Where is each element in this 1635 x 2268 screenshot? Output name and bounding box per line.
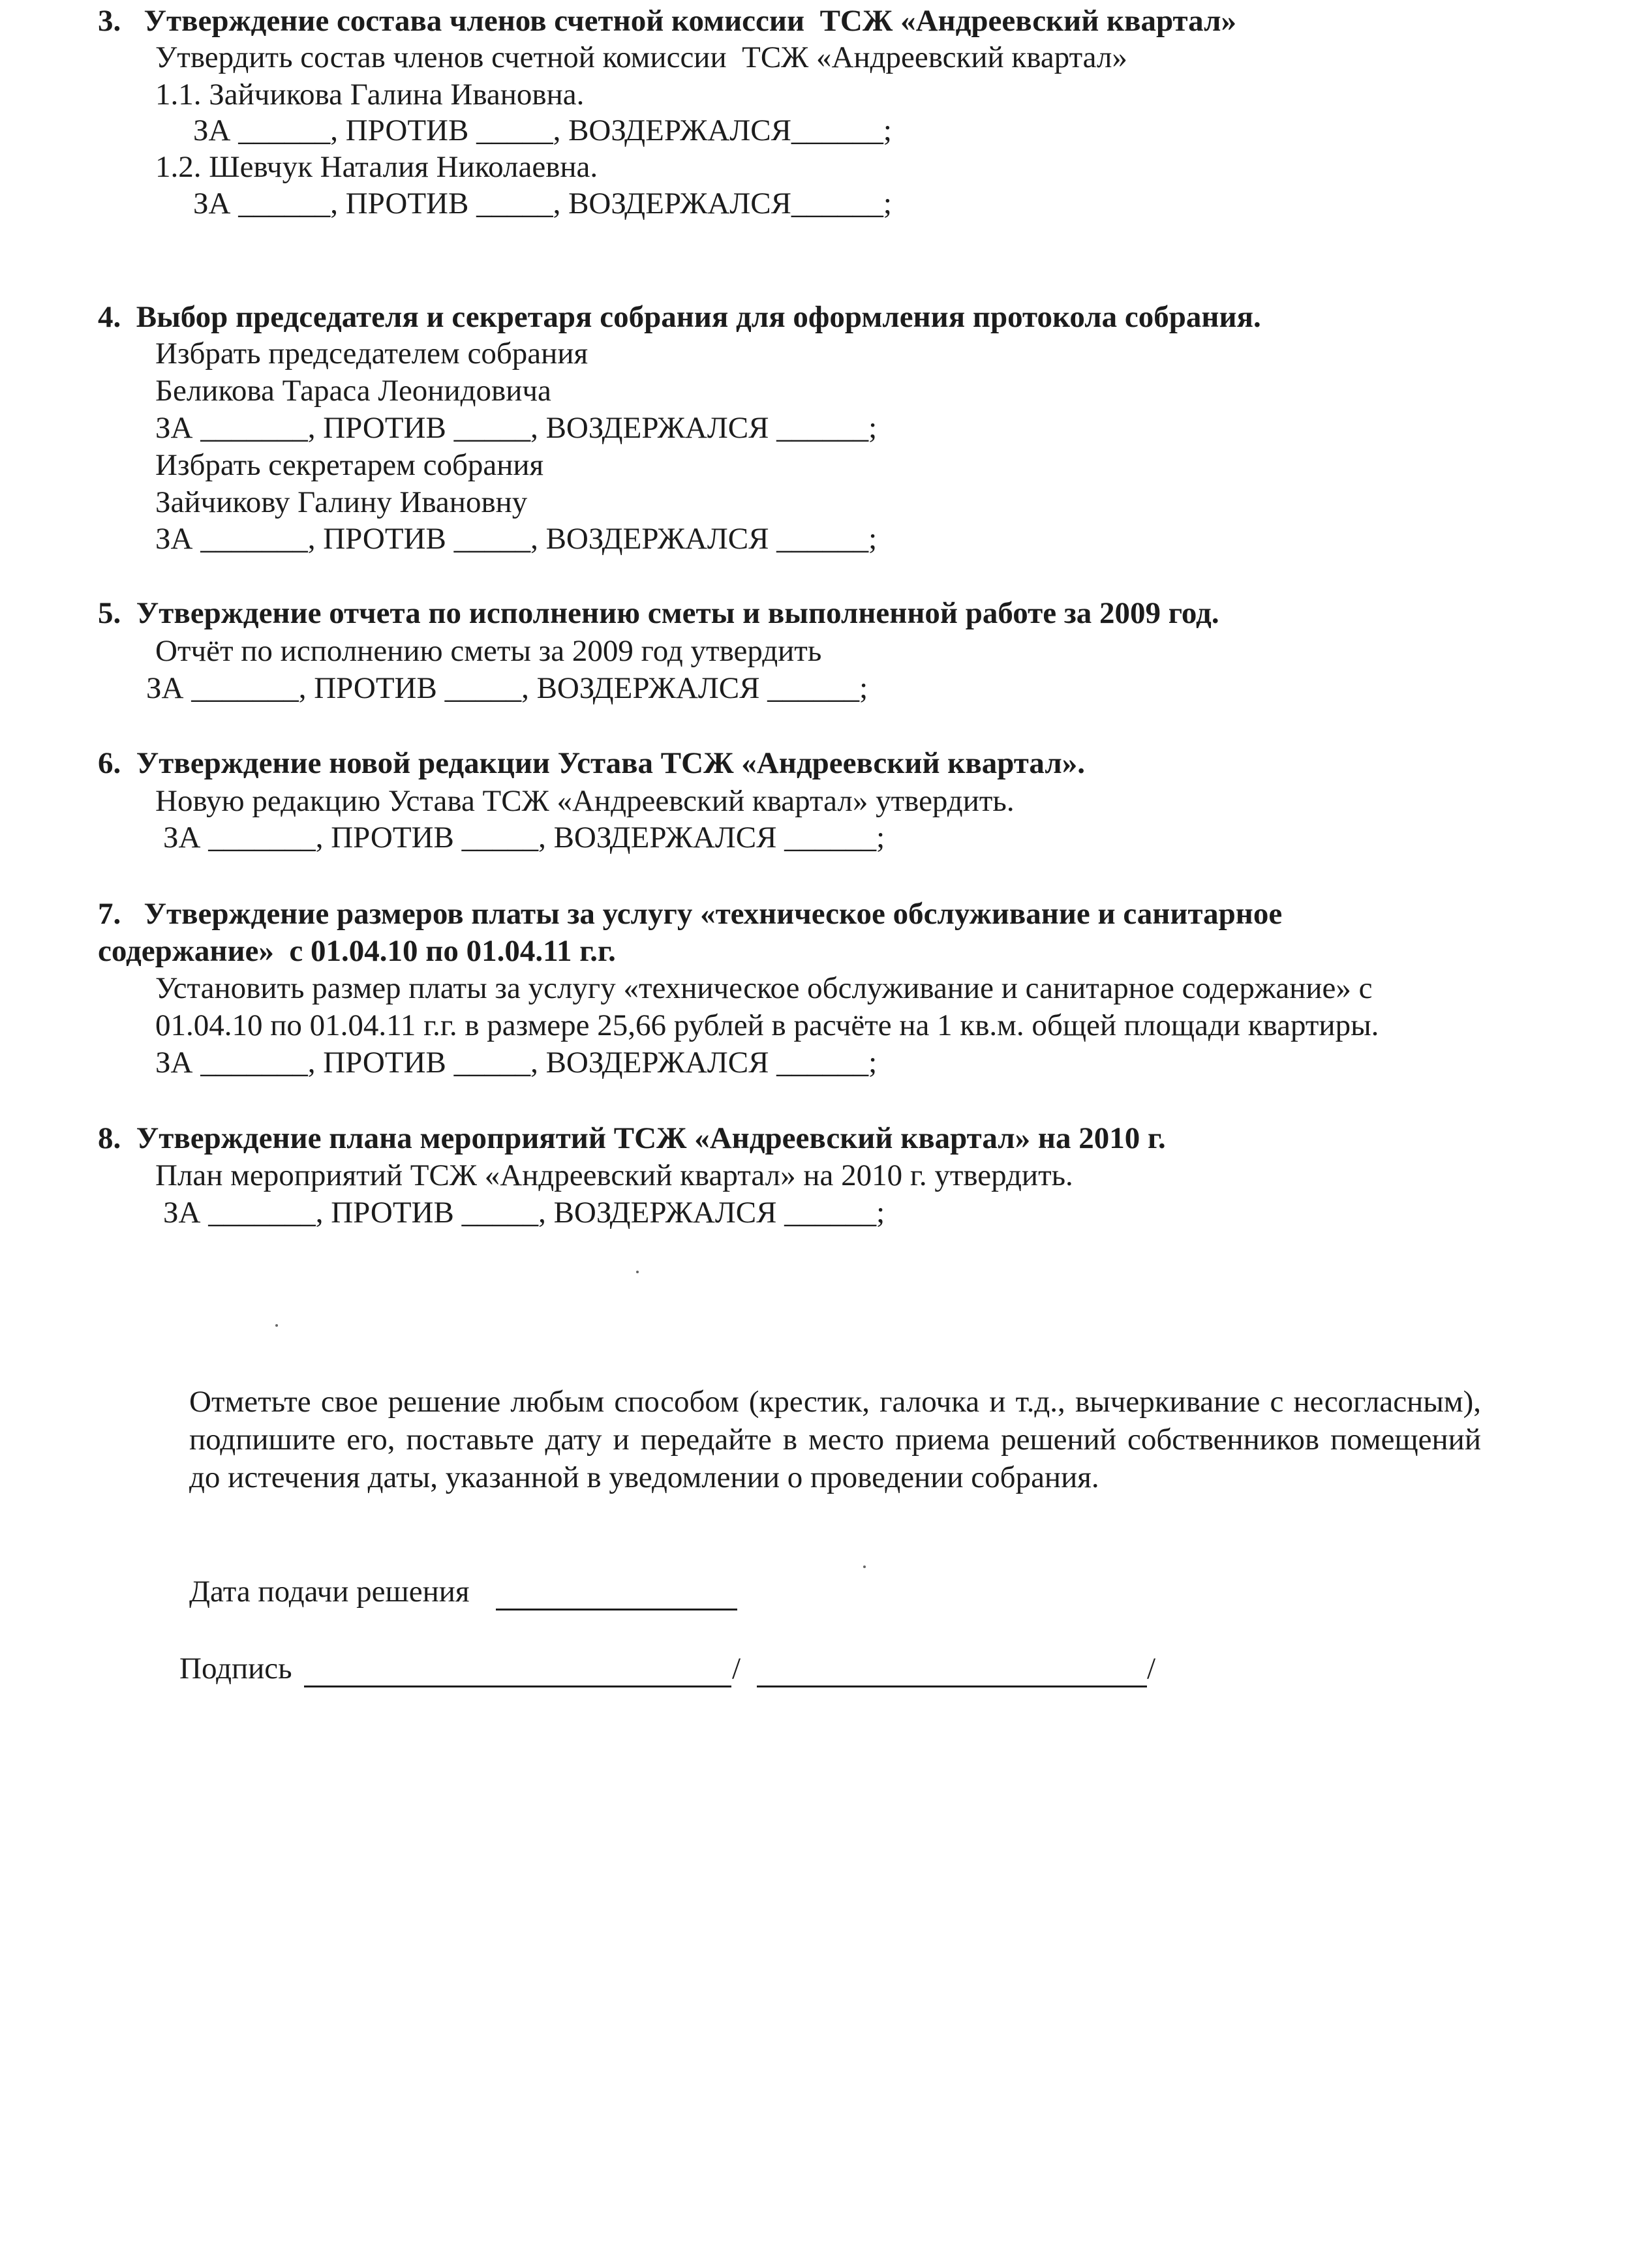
item-4-number: 4. [98, 300, 121, 334]
date-label: Дата подачи решения [189, 1575, 470, 1609]
item-3-heading [98, 3, 1236, 39]
item-7-text-1: Установить размер платы за услугу «техническое обслуживание и санитарное содержание» с [155, 971, 1373, 1005]
item-7-heading [98, 896, 1282, 932]
item-3-vote-2: ЗА ______, ПРОТИВ _____, ВОЗДЕРЖАЛСЯ______; [193, 187, 892, 220]
item-7-title-continued: содержание» с 01.04.10 по 01.04.11 г.г. [98, 934, 616, 968]
item-4-heading [98, 299, 1261, 335]
item-3-candidate-1: 1.1. Зайчикова Галина Ивановна. [155, 78, 585, 112]
item-5-number: 5. [98, 596, 121, 630]
item-4-chair-vote: ЗА _______, ПРОТИВ _____, ВОЗДЕРЖАЛСЯ ______; [155, 411, 878, 445]
item-7-title: Утверждение размеров платы за услугу «техническое обслуживание и санитарное [144, 897, 1283, 931]
item-8-number: 8. [98, 1121, 121, 1155]
item-3-candidate-2: 1.2. Шевчук Наталия Николаевна. [155, 150, 598, 184]
item-5-title: Утверждение отчета по исполнению сметы и выполненной работе за 2009 год. [136, 596, 1219, 630]
item-6-text: Новую редакцию Устава ТСЖ «Андреевский квартал» утвердить. [155, 784, 1015, 818]
item-8-text: План мероприятий ТСЖ «Андреевский квартал» на 2010 г. утвердить. [155, 1158, 1073, 1192]
item-7-text-2: 01.04.10 по 01.04.11 г.г. в размере 25,66 рублей в расчёте на 1 кв.м. общей площади квартиры. [155, 1008, 1379, 1042]
item-6-heading [98, 745, 1085, 781]
item-3-vote-1: ЗА ______, ПРОТИВ _____, ВОЗДЕРЖАЛСЯ______; [193, 113, 892, 147]
scan-speck [863, 1565, 866, 1568]
date-input-line[interactable] [496, 1582, 737, 1610]
item-7-number: 7. [98, 897, 121, 931]
item-4-secretary-label: Избрать секретарем собрания [155, 448, 544, 482]
item-5-vote: ЗА _______, ПРОТИВ _____, ВОЗДЕРЖАЛСЯ ______; [146, 671, 868, 705]
item-8-title: Утверждение плана мероприятий ТСЖ «Андреевский квартал» на 2010 г. [136, 1121, 1166, 1155]
item-4-title: Выбор председателя и секретаря собрания для оформления протокола собрания. [136, 300, 1261, 334]
item-5-text: Отчёт по исполнению сметы за 2009 год утвердить [155, 634, 822, 668]
item-5-heading [98, 595, 1219, 631]
item-8-vote: ЗА _______, ПРОТИВ _____, ВОЗДЕРЖАЛСЯ ______; [163, 1196, 885, 1230]
signature-separator: / [732, 1652, 741, 1686]
signature-line[interactable] [304, 1659, 731, 1687]
instruction-text: Отметьте свое решение любым способом (крестик, галочка и т.д., вычеркивание с несогласным), подпишите его, поставьте дату и передайте в место приема решений собственников помещений до истечения даты, указанной в уведомлении о проведении собрания. [189, 1385, 1481, 1494]
item-7-vote: ЗА _______, ПРОТИВ _____, ВОЗДЕРЖАЛСЯ ______; [155, 1046, 878, 1080]
name-decoding-line[interactable] [757, 1659, 1147, 1687]
scan-speck [275, 1324, 278, 1327]
item-4-chair-label: Избрать председателем собрания [155, 337, 588, 370]
item-6-title: Утверждение новой редакции Устава ТСЖ «Андреевский квартал». [136, 746, 1085, 780]
scan-speck [636, 1271, 639, 1273]
item-3-number: 3. [98, 4, 121, 38]
item-3-text: Утвердить состав членов счетной комиссии ТСЖ «Андреевский квартал» [155, 40, 1127, 74]
item-4-secretary-vote: ЗА _______, ПРОТИВ _____, ВОЗДЕРЖАЛСЯ ______; [155, 522, 878, 556]
item-6-number: 6. [98, 746, 121, 780]
signature-separator-end: / [1147, 1652, 1156, 1686]
item-4-secretary-name: Зайчикову Галину Ивановну [155, 485, 528, 519]
signature-label: Подпись [179, 1652, 292, 1686]
item-6-vote: ЗА _______, ПРОТИВ _____, ВОЗДЕРЖАЛСЯ ______; [163, 821, 885, 854]
item-4-chair-name: Беликова Тараса Леонидовича [155, 374, 551, 408]
item-3-title: Утверждение состава членов счетной комиссии ТСЖ «Андреевский квартал» [144, 4, 1236, 38]
instruction-paragraph [189, 1383, 1481, 1496]
item-8-heading [98, 1120, 1166, 1157]
